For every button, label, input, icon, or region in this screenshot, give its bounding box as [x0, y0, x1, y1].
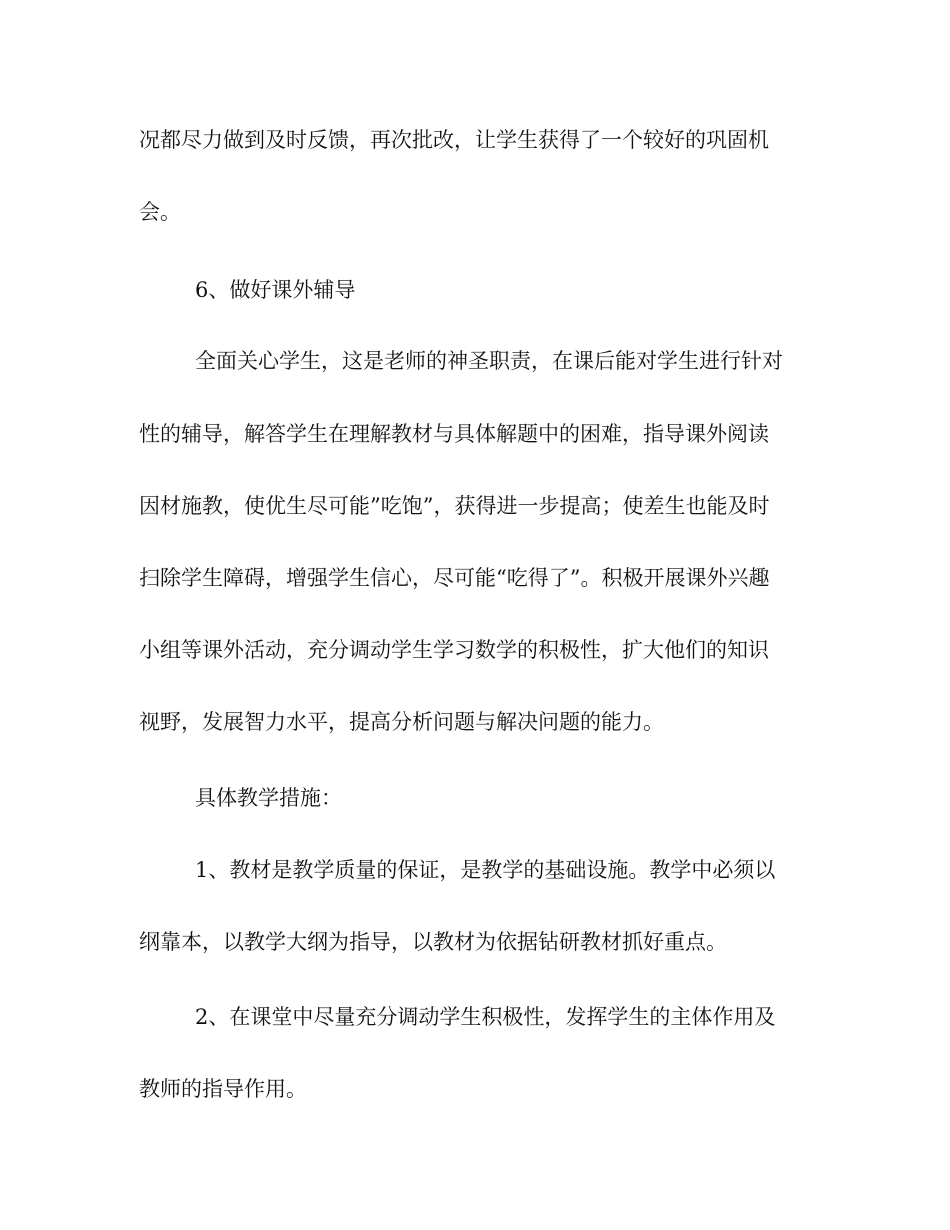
- text-line: 会。: [139, 200, 181, 224]
- text-line: 全面关心学生，这是老师的神圣职责，在课后能对学生进行针对: [195, 349, 783, 373]
- text-line: 教师的指导作用。: [139, 1077, 307, 1101]
- text-line: 况都尽力做到及时反馈，再次批改，让学生获得了一个较好的巩固机: [139, 128, 769, 152]
- section-heading: 具体教学措施：: [195, 786, 342, 810]
- text-line: 小组等课外活动，充分调动学生学习数学的积极性，扩大他们的知识: [139, 638, 769, 662]
- text-line: 因材施教，使优生尽可能”吃饱”，获得进一步提高；使差生也能及时: [139, 494, 770, 518]
- text-line: 扫除学生障碍，增强学生信心，尽可能“吃得了”。积极开展课外兴趣: [139, 566, 770, 590]
- text-line: 视野，发展智力水平，提高分析问题与解决问题的能力。: [139, 710, 664, 734]
- section-heading: 6、做好课外辅导: [195, 278, 356, 302]
- text-line: 2、在课堂中尽量充分调动学生积极性，发挥学生的主体作用及: [195, 1005, 776, 1029]
- text-line: 1、教材是教学质量的保证，是教学的基础设施。教学中必须以: [195, 858, 776, 882]
- text-line: 纲靠本，以教学大纲为指导，以教材为依据钻研教材抓好重点。: [139, 930, 727, 954]
- text-line: 性的辅导，解答学生在理解教材与具体解题中的困难，指导课外阅读: [139, 422, 769, 446]
